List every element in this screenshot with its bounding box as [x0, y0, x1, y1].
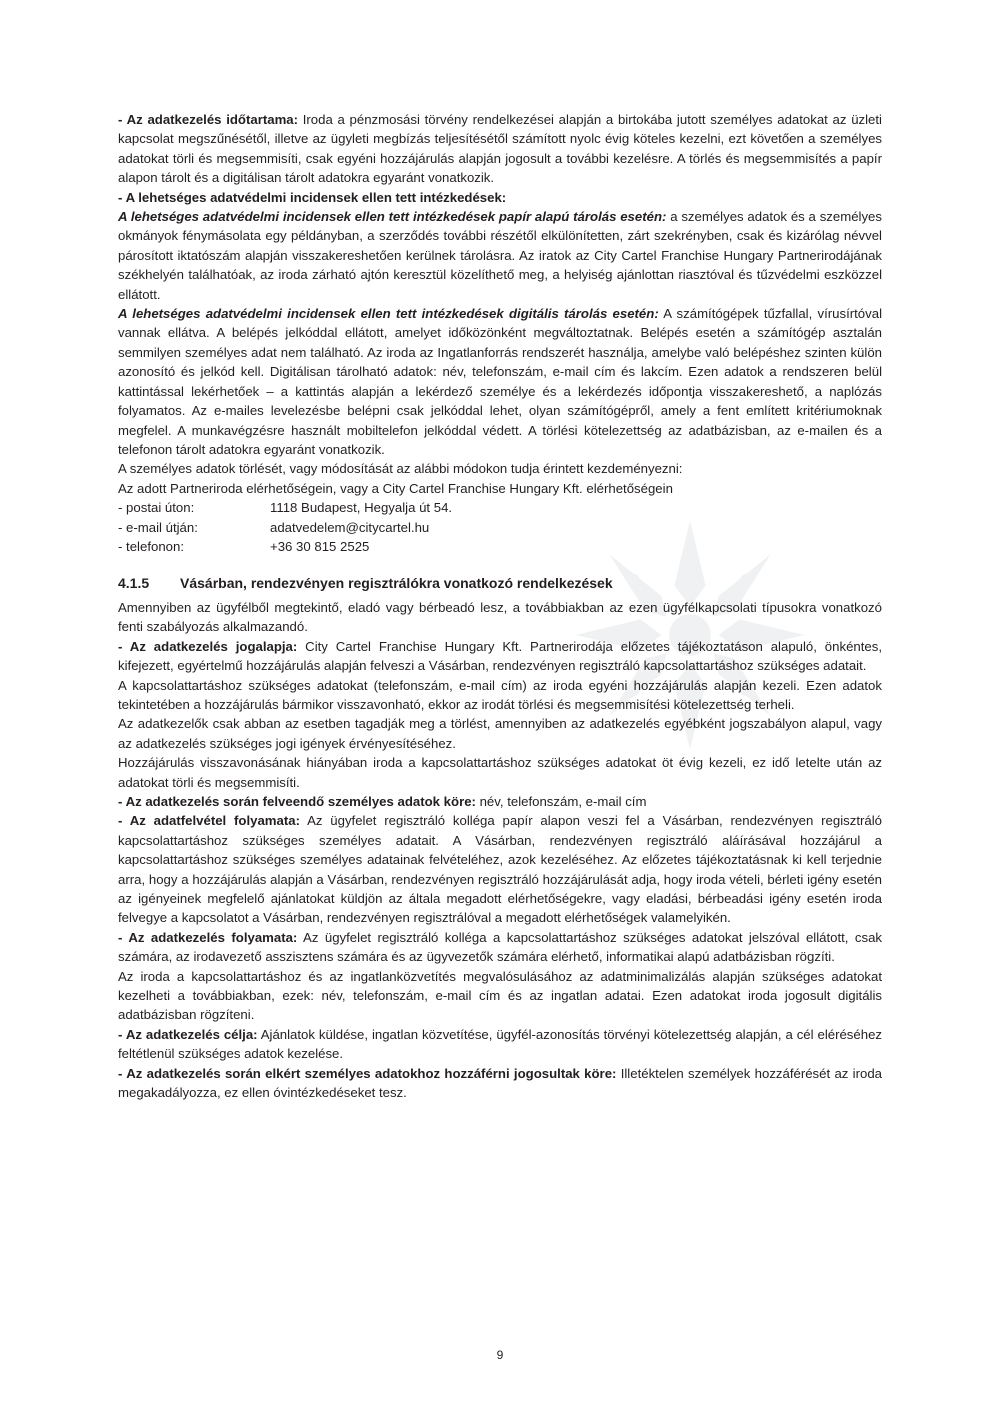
paragraph-text: City Cartel Franchise Hungary Kft. Partnerirodája előzetes tájékoztatáson alapuló, önkéntes, kifejezett, egyértelmű hozzájárulás alapján felveszi a Vásárban, rendezvényen regisztráló kapcsolattartáshoz szükséges adatait.: [118, 638, 882, 674]
paragraph-adatok-kore: [118, 792, 882, 811]
paragraph-text: Az iroda a kapcsolattartáshoz és az ingatlanközvetítés megvalósulásához az adatminimalizálás alapján szükséges adatokat kezelheti a továbbiakban, ezek: név, telefonszám, e-mail cím és az ingatlan adatai. Ezen adatokat iroda jogosult digitális adatbázisban rögzíteni.: [118, 968, 882, 1023]
paragraph-lead: - Az adatkezelés során elkért személyes adatokhoz hozzáférni jogosultak köre:: [118, 1065, 617, 1081]
paragraph-elerhetosegek-bevezeto: [118, 479, 882, 498]
paragraph-text: A személyes adatok törlését, vagy módosítását az alábbi módokon tudja érintett kezdeményezni:: [118, 461, 683, 477]
paragraph-visszavonas-hianya: [118, 753, 882, 792]
paragraph-lead: A lehetséges adatvédelmi incidensek ellen tett intézkedések papír alapú tárolás esetén:: [118, 209, 667, 225]
paragraph-text: Hozzájárulás visszavonásának hiányában iroda a kapcsolattartáshoz szükséges adatokat öt évig kezeli, ez idő letelte után az adatokat törli és megsemmisíti.: [118, 755, 882, 790]
paragraph-jogalapja: [118, 637, 882, 676]
paragraph-text: A kapcsolattartáshoz szükséges adatokat (telefonszám, e-mail cím) az iroda egyéni hozzájárulás alapján kezeli. Ezen adatok tekintetében a hozzájárulás bármikor visszavonható, ekkor az irodát törlési és megsemmisítési kötelezettség terheli.: [118, 677, 882, 712]
paragraph-lehetseges-incidensek-cim: [118, 188, 882, 207]
paragraph-text: Az adatkezelők csak abban az esetben tagadják meg a törlést, amennyiben az adatkezelés egyébként jogszabályon alapul, vagy az adatkezelés szükséges jogi igények érvényesítéséhez.: [118, 716, 882, 751]
paragraph-lead: A lehetséges adatvédelmi incidensek ellen tett intézkedések digitális tárolás esetén:: [118, 306, 659, 322]
contact-email: [118, 518, 882, 537]
paragraph-incidensek-papir: [118, 207, 882, 304]
paragraph-kapcsolattartas: [118, 676, 882, 715]
paragraph-lead: - Az adatkezelés időtartama:: [118, 112, 299, 127]
paragraph-incidensek-digitalis: [118, 304, 882, 459]
paragraph-adatminimalizalas: [118, 967, 882, 1025]
paragraph-tagadas: [118, 714, 882, 753]
paragraph-text: Iroda a pénzmosási törvény rendelkezései alapján a birtokába jutott személyes adatokat az üzleti kapcsolat megszűnésétől, illetve az ügyleti megbízás teljesítésétől számított nyolc évig köteles kezelni, ezt követően a személyes adatokat törli és megsemmisíti, csak egyéni hozzájárulás alapján jogosult a további kezelésre. A törlés és megsemmisítés a papír alapon tárolt és a digitálisan tárolt adatokra egyaránt vonatkozik.: [118, 112, 882, 186]
contact-value: adatvedelem@citycartel.hu: [270, 519, 430, 535]
paragraph-lead: - Az adatkezelés során felveendő személyes adatok köre:: [118, 793, 476, 809]
paragraph-adatkezeles-folyamata: [118, 928, 882, 967]
paragraph-torles-modositas: [118, 459, 882, 478]
paragraph-text: A számítógépek tűzfallal, vírusírtóval vannak ellátva. A belépés jelkóddal ellátott, amelyet időközönként megváltoztatnak. Belépés esetén a számítógép asztalán semmilyen személyes adat nem található. Az iroda az Ingatlanforrás rendszerét használja, amelybe való belépéshez szinten külön azonosító és jelkód kell. Digitálisan tárolható adatok: név, telefonszám, e-mail cím és lakcím. Ezen adatok a rendszeren belül kattintással lekérhetőek – a kattintás alapján a lekérdező személye és a lekérdezés időpontja visszakereshető, a naplózás folyamatos. Az e-mailes levelezésbe belépni csak jelkóddal lehet, olyan számítógépről, amely a fent említett kritériumoknak megfelel. A munkavégzésre használt mobiltelefon jelkóddal védett. A törlési kötelezettség az adatbázisban, az e-mailen és a telefonon tárolt adatokra egyaránt vonatkozik.: [118, 306, 883, 457]
paragraph-lead: - Az adatkezelés jogalapja:: [118, 638, 298, 654]
document-body: [118, 110, 882, 1102]
paragraph-adatkezeles-idotartama: [118, 110, 882, 188]
section-title: Vásárban, rendezvényen regisztrálókra vonatkozó rendelkezések: [180, 575, 613, 592]
contact-label: - postai úton:: [118, 500, 195, 516]
contact-phone: [118, 537, 882, 556]
contact-label: - telefonon:: [118, 538, 184, 554]
contact-label: - e-mail útján:: [118, 519, 198, 535]
paragraph-text: Az ügyfelet regisztráló kolléga papír alapon veszi fel a Vásárban, rendezvényen regisztráló kapcsolattartáshoz szükséges személyes adatait. A Vásárban, rendezvényen regisztráló aláírásával hozzájárul a kapcsolattartáshoz szükséges személyes adatainak felvételéhez, azok kezeléséhez. Az előzetes tájékoztatásnak ki kell terjednie arra, hogy a hozzájárulás alapján a Vásárban, rendezvényen regisztráló hozzájárulását adja, hogy iroda vételi, bérleti igény esetén az igényeinek megfelelő ajánlatokat küldjön az általa megadott elérhetőségekre, vagy eladási, bérbeadási igény esetén iroda felvegye a kapcsolatot a Vásárban, rendezvényen regisztrálóval a megadott elérhetőségek valamelyikén.: [118, 813, 882, 926]
paragraph-lead: - Az adatkezelés célja:: [118, 1026, 258, 1042]
paragraph-text: Ajánlatok küldése, ingatlan közvetítése, ügyfél-azonosítás törvényi kötelezettség alapján, a cél eléréséhez feltétlenül szükséges adatok kezelése.: [118, 1026, 882, 1062]
paragraph-adatkezeles-celja: [118, 1025, 882, 1064]
paragraph-text: Az adott Partneriroda elérhetőségein, vagy a City Cartel Franchise Hungary Kft. elérhetőségein: [118, 480, 673, 496]
paragraph-lead: - Az adatkezelés folyamata:: [118, 929, 298, 945]
paragraph-vasar-bevezeto: [118, 598, 882, 637]
contact-value: 1118 Budapest, Hegyalja út 54.: [270, 500, 453, 516]
paragraph-text: Amennyiben az ügyfélből megtekintő, eladó vagy bérbeadó lesz, a továbbiakban az ezen ügyfélkapcsolati típusokra vonatkozó fenti szabályozás alkalmazandó.: [118, 599, 882, 635]
section-heading-4-1-5: [118, 573, 882, 594]
paragraph-lead: - Az adatfelvétel folyamata:: [118, 813, 300, 829]
page-number: 9: [496, 1348, 504, 1362]
paragraph-text: Az ügyfelet regisztráló kolléga a kapcsolattartáshoz szükséges adatokat jelszóval ellátott, csak számára, az irodavezető asszisztens számára és az ügyvezetők számára elérhető, informatikai alapú adatbázisban rögzíti.: [118, 929, 883, 965]
paragraph-text: név, telefonszám, e-mail cím: [475, 793, 647, 809]
paragraph-text: a személyes adatok és a személyes okmányok fénymásolata egy példányban, a szerződés további részétől elkülönítetten, zárt szekrényben, csak és kizárólag névvel párosított iktatószám alapján visszakereshetően kerülnek tárolásra. Az iratok az City Cartel Franchise Hungary Partnerirodájának székhelyén találhatóak, az iroda zárható ajtón keresztül közelíthető meg, a helyiség ajánlottan riasztóval és tűzvédelmi eszközzel ellátott.: [118, 209, 882, 302]
paragraph-hozzaferni-jogosultak: [118, 1064, 882, 1103]
contact-value: +36 30 815 2525: [270, 538, 370, 554]
contact-postal: [118, 498, 882, 517]
paragraph-text: Illetéktelen személyek hozzáférését az iroda megakadályozza, ez ellen óvintézkedéseket tesz.: [118, 1065, 882, 1101]
paragraph-adatfelvetel: [118, 811, 882, 927]
paragraph-lead: - A lehetséges adatvédelmi incidensek ellen tett intézkedések:: [118, 189, 507, 205]
section-number: 4.1.5: [118, 575, 150, 592]
